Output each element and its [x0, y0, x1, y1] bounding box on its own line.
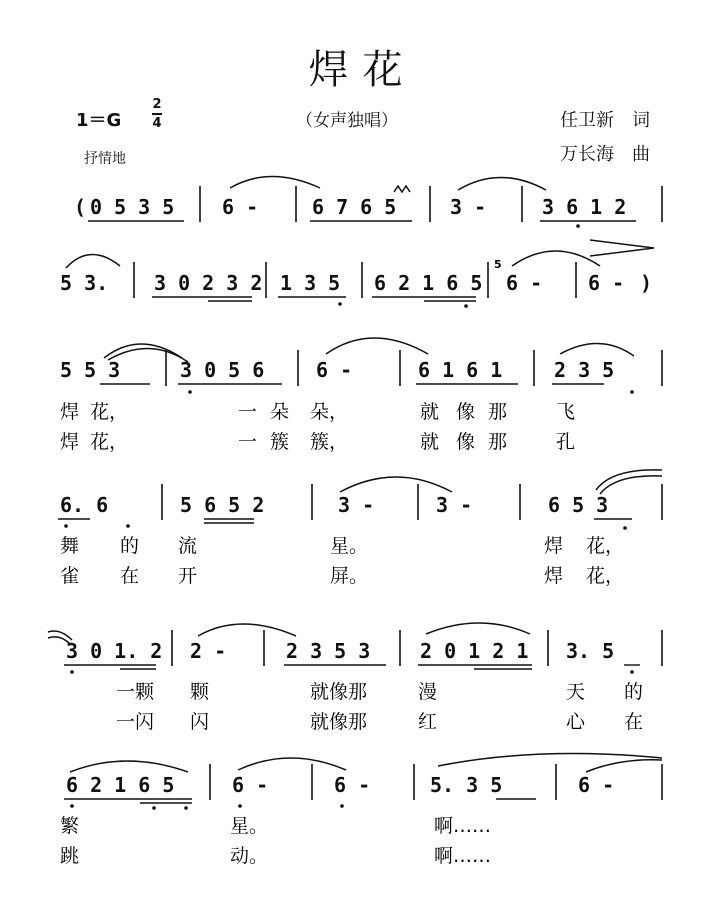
- lyric: 花，: [90, 431, 129, 453]
- lyric: 那: [488, 401, 508, 423]
- measure-5-2: 2 -: [190, 639, 227, 663]
- lyric: 在: [624, 711, 644, 733]
- measure-2-5: 6 -: [506, 271, 543, 295]
- staff-2: [60, 240, 654, 308]
- time-signature-denominator: 4: [152, 116, 162, 131]
- open-paren: (: [74, 195, 87, 219]
- lyric: 繁: [60, 815, 80, 837]
- lyric: 簇，: [310, 431, 349, 453]
- measure-5-4: 2 0 1 2 1: [420, 639, 529, 663]
- octave-dot: [338, 302, 342, 306]
- lyric: 焊: [544, 535, 564, 557]
- measure-2-2: 3 0 2 3 2: [154, 271, 263, 295]
- slur: [198, 624, 296, 636]
- lyric: 焊: [60, 401, 80, 423]
- lyric: 簇: [270, 431, 290, 453]
- slur: [70, 761, 188, 772]
- lyric: 啊……: [434, 815, 492, 837]
- slur: [586, 760, 662, 772]
- slur: [326, 338, 428, 354]
- lyric: 像: [456, 431, 476, 453]
- slur: [238, 758, 346, 770]
- lyric: 屏。: [330, 565, 369, 587]
- lyric: 闪: [190, 711, 210, 733]
- lyrics-row-6: [60, 815, 491, 867]
- song-title: 焊花: [308, 47, 417, 93]
- lyric: 花，: [586, 565, 625, 587]
- lyric: 花，: [586, 535, 625, 557]
- measure-1-5: 3 6 1 2: [542, 195, 627, 219]
- lyric: 颗: [190, 681, 210, 703]
- lyric: 就: [420, 431, 440, 453]
- lyric: 舞: [60, 535, 80, 557]
- lyric: 雀: [60, 565, 80, 587]
- lyric: 焊: [60, 431, 80, 453]
- lyric: 开: [178, 565, 198, 587]
- lyric: 星。: [330, 535, 369, 557]
- lyric: 就像那: [310, 681, 368, 703]
- measure-6-1: 6 2 1 6 5: [66, 773, 175, 797]
- measure-5-5: 3. 5: [566, 639, 615, 663]
- octave-dot: [126, 524, 130, 528]
- slur: [560, 343, 634, 356]
- octave-dot: [64, 524, 68, 528]
- measure-3-3: 6 -: [316, 358, 353, 382]
- octave-dot: [630, 390, 634, 394]
- measure-3-5: 2 3 5: [554, 358, 615, 382]
- slur: [596, 470, 662, 490]
- measure-5-1: 3 0 1. 2: [66, 639, 163, 663]
- measure-1-4: 3 -: [450, 195, 487, 219]
- lyric: 朵，: [310, 401, 349, 423]
- grace-note: 5: [494, 258, 502, 271]
- octave-dot: [464, 304, 468, 308]
- measure-1-1: 0 5 3 5: [90, 195, 175, 219]
- lyric: 像: [456, 401, 476, 423]
- lyric: 一: [238, 401, 258, 423]
- octave-dot: [576, 224, 580, 228]
- slur: [340, 477, 452, 492]
- lyric: 漫: [418, 681, 438, 703]
- measure-4-3: 3 -: [338, 493, 375, 517]
- measure-4-4: 3 -: [436, 493, 473, 517]
- measure-2-1: 5 3.: [60, 271, 109, 295]
- expression-mark: 抒情地: [84, 151, 126, 167]
- octave-dot: [184, 806, 188, 810]
- octave-dot: [70, 804, 74, 808]
- octave-dot: [630, 670, 634, 674]
- composer-credit: 万长海 曲: [560, 144, 650, 165]
- octave-dot: [70, 670, 74, 674]
- measure-1-2: 6 -: [222, 195, 259, 219]
- time-signature-numerator: 2: [152, 97, 162, 112]
- lyric: 的: [120, 535, 140, 557]
- lyric: 那: [488, 431, 508, 453]
- measure-2-6: 6 -: [588, 271, 625, 295]
- measure-4-5: 6 5 3: [548, 493, 609, 517]
- lyric: 的: [624, 681, 644, 703]
- octave-dot: [238, 804, 242, 808]
- slur: [512, 251, 600, 266]
- lyric: 就像那: [310, 711, 368, 733]
- lyric: 一颗: [116, 681, 155, 703]
- lyric: 就: [420, 401, 440, 423]
- key-signature: 1＝G: [76, 110, 122, 131]
- lyric: 焊: [544, 565, 564, 587]
- measure-4-1: 6. 6: [60, 493, 109, 517]
- lyric: 在: [120, 565, 140, 587]
- lyric: 朵: [270, 401, 290, 423]
- measure-6-2: 6 -: [232, 773, 269, 797]
- lyric: 一: [238, 431, 258, 453]
- lyric: 花，: [90, 401, 129, 423]
- lyricist-credit: 任卫新 词: [560, 110, 650, 131]
- trill-mark: [394, 186, 410, 192]
- lyric: 红: [418, 711, 438, 733]
- measure-1-3: 6 7 6 5: [312, 195, 397, 219]
- measure-2-3: 1 3 5: [280, 271, 341, 295]
- lyric: 孔: [556, 431, 576, 453]
- lyric: 心: [566, 711, 586, 733]
- slur: [426, 623, 530, 634]
- lyrics-row-4: [60, 535, 624, 587]
- octave-dot: [188, 390, 192, 394]
- measure-5-3: 2 3 5 3: [286, 639, 371, 663]
- lyric: 啊……: [434, 845, 492, 867]
- slur: [230, 177, 320, 189]
- lyric: 天: [566, 681, 586, 703]
- lyric: 飞: [556, 401, 576, 423]
- slur: [458, 178, 546, 191]
- measure-6-3: 6 -: [334, 773, 371, 797]
- slur: [438, 754, 662, 767]
- staff-6: [64, 754, 662, 810]
- staff-5: [48, 623, 662, 674]
- lyrics-row-3: [60, 401, 575, 453]
- octave-dot: [623, 526, 627, 530]
- lyrics-row-5: [116, 681, 643, 733]
- close-paren: ): [640, 271, 653, 295]
- octave-dot: [340, 804, 344, 808]
- measure-6-4: 5. 3 5: [430, 773, 503, 797]
- slur: [66, 254, 120, 268]
- octave-dot: [152, 806, 156, 810]
- subtitle: （女声独唱）: [296, 111, 398, 131]
- staff-3: [60, 338, 662, 394]
- lyric: 流: [178, 535, 198, 557]
- lyric: 星。: [230, 815, 269, 837]
- lyric: 动。: [230, 845, 269, 867]
- measure-3-2: 3 0 5 6: [180, 358, 265, 382]
- lyric: 跳: [60, 845, 80, 867]
- measure-6-5: 6 -: [578, 773, 615, 797]
- measure-3-4: 6 1 6 1: [418, 358, 503, 382]
- measure-4-2: 5 6 5 2: [180, 493, 265, 517]
- lyric: 一闪: [116, 711, 155, 733]
- decrescendo-mark: [590, 240, 654, 256]
- staff-1: [74, 177, 662, 228]
- measure-2-4: 6 2 1 6 5: [374, 271, 483, 295]
- staff-4: [58, 470, 662, 530]
- measure-3-1: 5 5 3: [60, 358, 121, 382]
